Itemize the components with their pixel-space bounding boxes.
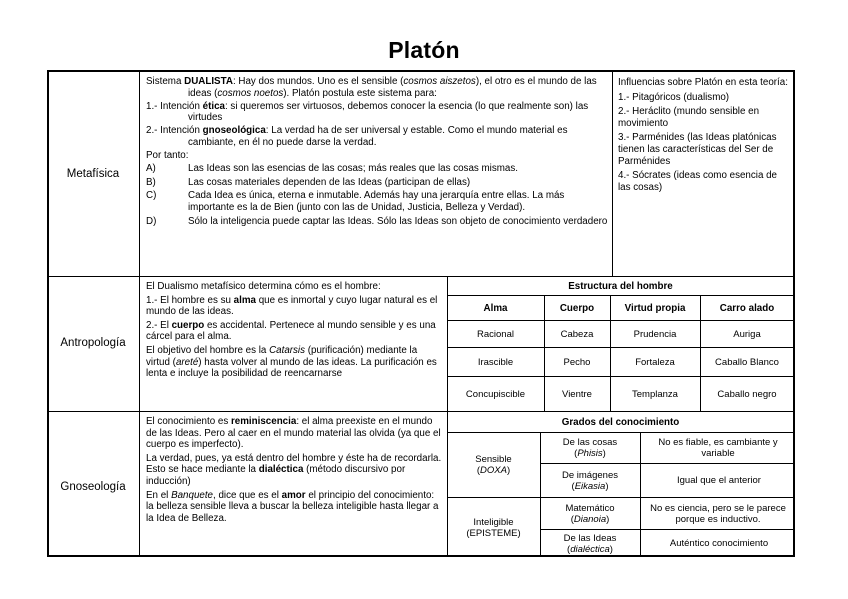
list-item [146,190,608,213]
grado-desc: Auténtico conocimiento [669,538,769,549]
alma-term: alma [233,294,257,306]
episteme-label: (EPISTEME) [466,527,521,539]
grado-term: (dialéctica) [567,543,613,555]
table-cell: Concupiscible [465,388,526,400]
gno-p3-end: el principio del conocimiento: la belleza sensible lleva a buscar la belleza inteligible hasta llegar a la Idea de Belleza. [146,489,439,524]
grado-name: Matemático [565,502,615,514]
gno-p3-mid: , dice que es el [213,489,282,501]
grado-term: (Dianoia) [570,513,610,525]
catarsis-term: Catarsis [269,344,306,356]
grado-cell [540,464,640,497]
grado-desc: No es fiable, es cambiante y variable [658,437,778,459]
p2-end: : si queremos ser virtuosos, debemos conocer la esencia (lo que realmente son) las virtudes [188,100,589,124]
antro-p4-mid: (purificación) mediante la virtud ( [146,344,418,368]
estructura-title: Estructura del hombre [568,280,673,292]
phisis-term: Phisis [577,448,603,459]
grado-cell [540,530,640,557]
table-cell: Fortaleza [635,356,675,368]
table-cell: Templanza [632,388,678,400]
table-cell: Cabeza [560,328,594,340]
grado-term: (Eikasia) [571,480,609,492]
item-text: Sólo la inteligencia puede captar las Ideas. Sólo las Ideas son objeto de conocimiento verdadero [188,215,608,227]
page-title: Platón [388,37,460,63]
banquete-term: Banquete [171,489,214,501]
section-label-antropologia: Antropología [60,337,126,349]
item-text: Cada Idea es única, eterna e inmutable. Además hay una jerarquía entre ellas. La más importante es la de Bien (junto con las de Unidad, Justicia, Belleza y Verdad). [188,190,565,213]
section-label-gnoseologia: Gnoseología [60,481,126,493]
table-cell: Prudencia [633,328,677,340]
dialectica-term: dialéctica [258,464,304,476]
gno-p3-pre: En el [146,489,172,501]
p1-mid: : Hay dos mundos. Uno es el sensible ( [232,76,404,87]
metafisica-text [146,76,608,229]
antro-p3-end: es accidental. Pertenece al mundo sensible y es una cárcel para el alma. [146,319,436,343]
grado-sensible [447,433,540,497]
antro-p4-pre: El objetivo del hombre es la [146,344,270,356]
item-letter: B) [146,176,156,188]
antro-p3-pre: 2.- El [146,319,172,331]
influencia-item: 3.- Parménides (las Ideas platónicas tienen las características del Ser de Parménides [618,132,777,167]
cosmos-noetos: cosmos noetos [217,87,284,99]
p3-pre: 2.- Intención [146,125,203,137]
gnoseologia-text [146,416,442,526]
table-header: Virtud propia [624,302,686,314]
p3-end: : La verdad ha de ser universal y estable. Como el mundo material es cambiante, en él no puede darse la verdad. [188,125,568,148]
cosmos-aiszetos: cosmos aiszetos [403,76,476,87]
item-letter: A) [146,163,156,175]
influencias-title: Influencias sobre Platón en esta teoría: [618,77,788,88]
p2-pre: 1.- Intención [146,100,203,112]
antropologia-text [146,281,442,381]
influencias-box [618,77,788,195]
grado-term: (Phisis) [574,448,606,459]
amor-term: amor [281,489,306,501]
grado-inteligible [447,498,540,557]
table-cell: Caballo negro [717,388,777,400]
list-item [146,177,608,189]
item-letter: C) [146,190,157,202]
eikasia-term: Eikasia [574,480,606,492]
doxa-term: DOXA [480,465,507,476]
table-header: Alma [483,302,508,314]
por-tanto: Por tanto: [146,150,189,162]
influencias-divider [612,71,613,276]
item-text: Las cosas materiales dependen de las Ideas (participan de ellas) [188,176,471,188]
doxa-label: (DOXA) [476,465,511,476]
grados-col-line [640,432,641,557]
dianoia-term: Dianoia [573,513,607,525]
antro-p4-end: ) hasta volver al mundo de las ideas. La purificación es lenta e incluye la posibilidad de reencarnarse [146,356,437,380]
gno-p1-end: : el alma preexiste en el mundo de las Ideas. Pero al caer en el mundo material las olvida (ya que el cuerpo es imperfecto). [146,416,441,451]
antro-p2-end: que es inmortal y cuyo lugar natural es el mundo de las ideas. [146,294,438,318]
item-letter: D) [146,215,157,227]
inteligible-label: Inteligible [473,516,514,528]
item-text: Las Ideas son las esencias de las cosas; más reales que las cosas mismas. [188,163,518,175]
section-label-metafisica: Metafísica [66,168,120,180]
gno-p2-pre: La verdad, pues, ya está dentro del hombre y éste ha de recordarla. Esto se hace mediante la [146,452,442,476]
table-cell: Racional [477,328,514,340]
antro-p1: El Dualismo metafísico determina cómo es el hombre: [146,281,381,292]
grado-name: De imágenes [562,469,618,481]
grados-title: Grados del conocimiento [561,416,680,428]
reminiscencia-term: reminiscencia [230,416,297,427]
etica-term: ética [202,100,225,112]
sensible-label: Sensible [475,454,512,465]
influencia-item: 4.- Sócrates (ideas como esencia de las cosas) [618,170,778,193]
arete-term: areté [175,356,199,368]
label-column-divider [139,71,140,557]
gno-p1-pre: El conocimiento es [146,416,231,427]
table-cell: Vientre [562,388,592,400]
grado-desc: No es ciencia, pero se le parece porque es inductivo. [650,502,786,525]
grado-name: De las Ideas [563,532,617,544]
table-cell: Pecho [563,356,591,368]
p1-end: ). Platón postula este sistema para: [283,87,437,99]
list-item [146,163,608,175]
table-header: Carro alado [719,302,775,314]
table-cell: Irascible [477,356,514,368]
grado-cell [540,498,640,529]
grado-desc: Igual que el anterior [677,475,761,486]
p1-pre: Sistema [146,76,185,87]
gno-p2-end: (método discursivo por inducción) [146,464,406,487]
influencia-item: 1.- Pitagóricos (dualismo) [618,91,730,103]
cuerpo-term: cuerpo [171,319,205,331]
influencia-item: 2.- Heráclito (mundo sensible en movimiento [618,106,760,129]
table-header: Cuerpo [559,302,595,314]
dialectica-grado-term: dialéctica [570,543,610,555]
grado-name: De las cosas [562,437,618,448]
antro-p2-pre: 1.- El hombre es su [146,294,234,306]
list-item [146,216,608,228]
grado-cell [540,433,640,463]
table-cell: Auriga [733,328,761,340]
table-cell: Caballo Blanco [715,356,779,368]
dualista-term: DUALISTA [184,76,233,87]
p1-mid2: ), el otro es el mundo de las ideas ( [188,76,597,99]
gnoseologica-term: gnoseológica [202,125,266,137]
